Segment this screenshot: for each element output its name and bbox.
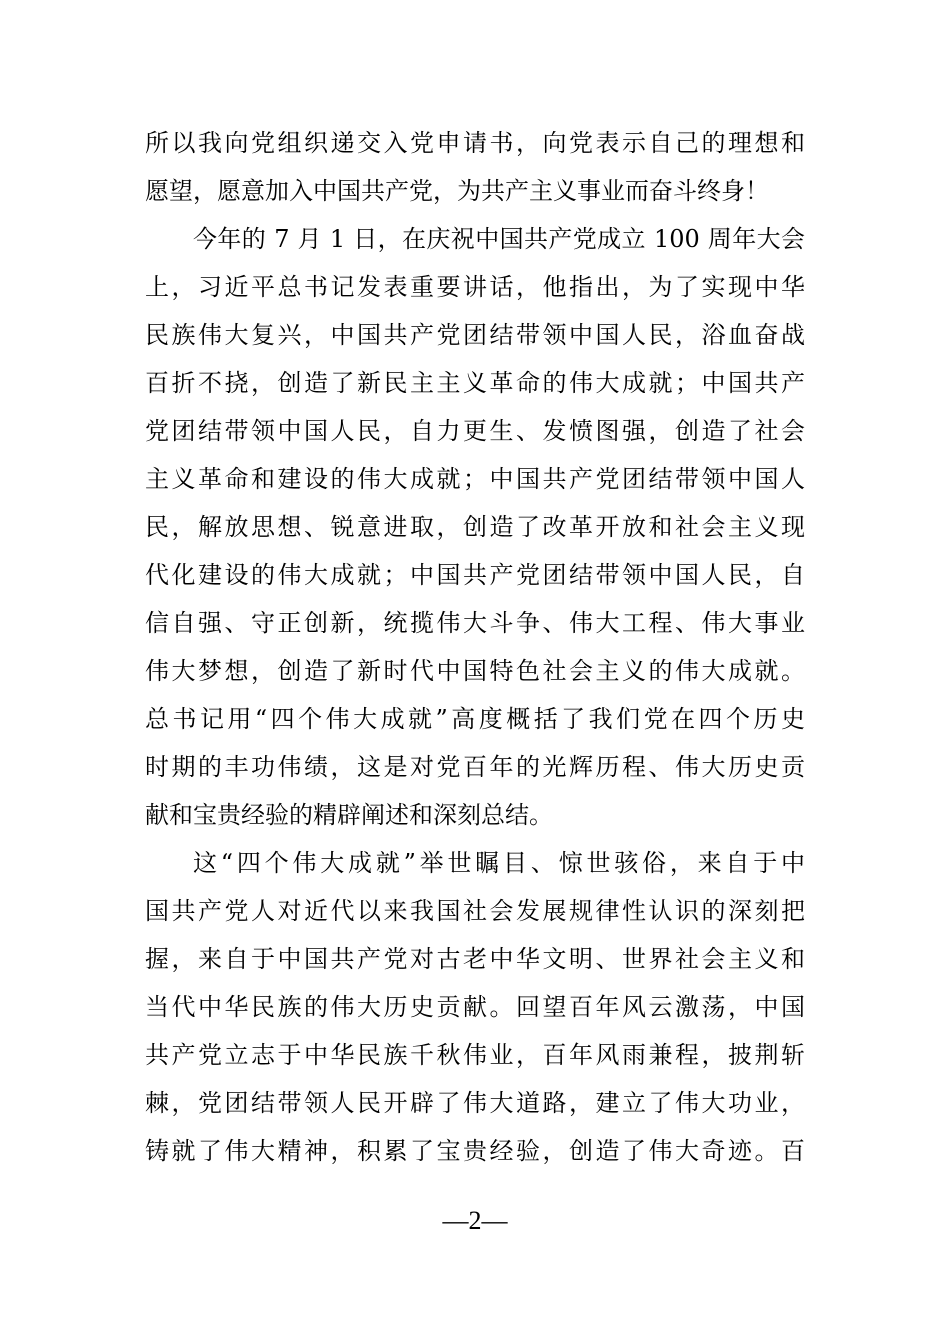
paragraph-2-line-1: 今年的 7 月 1 日，在庆祝中国共产党成立 100 周年大会 bbox=[193, 225, 805, 253]
paragraph-3-line-5: 共产党立志于中华民族千秋伟业，百年风雨兼程，披荆斩 bbox=[145, 1041, 805, 1069]
paragraph-2-line-3: 民族伟大复兴，中国共产党团结带领中国人民，浴血奋战 bbox=[145, 321, 805, 349]
paragraph-2-line-6: 主义革命和建设的伟大成就；中国共产党团结带领中国人 bbox=[145, 465, 805, 493]
paragraph-2-line-10: 伟大梦想，创造了新时代中国特色社会主义的伟大成就。 bbox=[145, 657, 805, 685]
paragraph-3-line-1: 这“四个伟大成就”举世瞩目、惊世骇俗，来自于中 bbox=[193, 849, 805, 877]
page-number: —2— bbox=[442, 1206, 508, 1235]
paragraph-3-line-4: 当代中华民族的伟大历史贡献。回望百年风云激荡，中国 bbox=[145, 993, 805, 1021]
paragraph-2-line-9: 信自强、守正创新，统揽伟大斗争、伟大工程、伟大事业 bbox=[145, 609, 805, 637]
paragraph-2-line-2: 上，习近平总书记发表重要讲话，他指出，为了实现中华 bbox=[145, 273, 805, 301]
paragraph-3-line-6: 棘，党团结带领人民开辟了伟大道路，建立了伟大功业， bbox=[145, 1089, 805, 1117]
paragraph-3-line-7: 铸就了伟大精神，积累了宝贵经验，创造了伟大奇迹。百 bbox=[145, 1137, 805, 1165]
paragraph-2-line-7: 民，解放思想、锐意进取，创造了改革开放和社会主义现 bbox=[145, 513, 805, 541]
paragraph-1-line-1: 所以我向党组织递交入党申请书，向党表示自己的理想和 bbox=[145, 129, 805, 157]
paragraph-3-line-3: 握，来自于中国共产党对古老中华文明、世界社会主义和 bbox=[145, 945, 805, 973]
paragraph-2-line-5: 党团结带领中国人民，自力更生、发愤图强，创造了社会 bbox=[145, 417, 805, 445]
paragraph-2-line-13: 献和宝贵经验的精辟阐述和深刻总结。 bbox=[145, 801, 553, 829]
paragraph-2-line-8: 代化建设的伟大成就；中国共产党团结带领中国人民，自 bbox=[145, 561, 805, 589]
paragraph-2-line-4: 百折不挠，创造了新民主主义革命的伟大成就；中国共产 bbox=[145, 369, 805, 397]
paragraph-2-line-11: 总书记用“四个伟大成就”高度概括了我们党在四个历史 bbox=[145, 705, 805, 733]
paragraph-1-line-2: 愿望，愿意加入中国共产党，为共产主义事业而奋斗终身！ bbox=[145, 177, 769, 205]
paragraph-2-line-12: 时期的丰功伟绩，这是对党百年的光辉历程、伟大历史贡 bbox=[145, 753, 805, 781]
paragraph-3-line-2: 国共产党人对近代以来我国社会发展规律性认识的深刻把 bbox=[145, 897, 805, 925]
